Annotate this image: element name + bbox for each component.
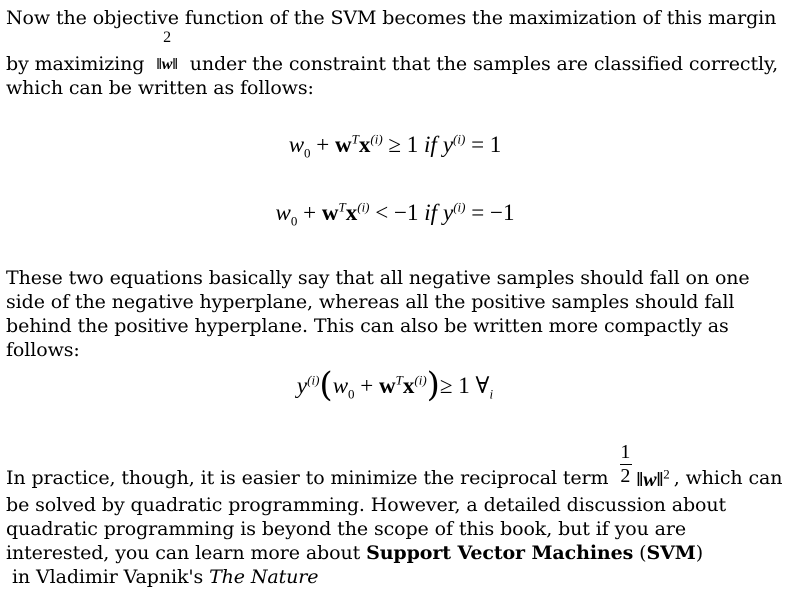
eq2-relation: < −1 xyxy=(369,200,425,225)
constraint-text: under the constraint that the samples are classified correctly, xyxy=(189,53,779,75)
half-norm: ‖w‖ xyxy=(636,469,664,491)
eq1-x: x xyxy=(358,132,371,157)
eq2-rhs: = −1 xyxy=(465,200,515,225)
equation-positive-constraint xyxy=(0,130,790,160)
half-denominator: 2 xyxy=(620,465,631,487)
intro-line-3 xyxy=(6,76,786,100)
eq3-w0: w xyxy=(332,373,349,398)
eq2-y: y xyxy=(443,200,454,225)
final-start-text: In practice, though, it is easier to minimize the reciprocal term xyxy=(6,467,609,489)
eq3-plus: + xyxy=(354,373,380,398)
eq1-w0: w xyxy=(288,132,305,157)
after-bold-text: in Vladimir Vapnik's xyxy=(6,566,204,588)
eq1-y-sup: (i) xyxy=(453,131,466,147)
svm-abbr: SVM xyxy=(646,542,696,564)
middle-paragraph: These two equations basically say that all negative samples should fall on one side of the negative hyperplane, whereas all the positive samples should fall behind the positive hyperplane. This can also be written more compactly as follows: xyxy=(6,267,750,361)
paren-close: ) xyxy=(695,542,704,564)
final-paragraph xyxy=(6,441,786,589)
half-numerator: 1 xyxy=(620,441,631,463)
eq1-if: if xyxy=(424,132,437,157)
intro-line-1 xyxy=(6,6,786,30)
eq3-forall-sub: i xyxy=(489,386,494,402)
book-title: The Nature xyxy=(209,566,319,588)
eq2-x-sup: (i) xyxy=(357,199,370,215)
paren-open: ( xyxy=(633,542,647,564)
svm-bold-term: Support Vector Machines xyxy=(366,542,634,564)
by-maximizing-text: by maximizing xyxy=(6,53,145,75)
fraction-denominator: ‖w‖ xyxy=(156,56,178,73)
eq3-forall: ∀ xyxy=(475,373,490,398)
eq3-relation: ≥ 1 xyxy=(439,373,476,398)
written-as-follows-text: which can be written as follows: xyxy=(6,77,314,99)
eq1-w-sup: T xyxy=(351,131,359,147)
eq2-y-sup: (i) xyxy=(453,199,466,215)
after-term-text: , which can be solved by quadratic programming. However, a detailed discussion about quadratic programming is beyond the scope of this book, but if you are interested, you can learn more about xyxy=(6,467,783,564)
eq1-relation: ≥ 1 xyxy=(382,132,425,157)
eq1-rhs: = 1 xyxy=(465,132,502,157)
eq3-x-sup: (i) xyxy=(414,372,427,388)
intro-line-2 xyxy=(6,29,786,76)
intro-line-1-text: Now the objective function of the SVM becomes the maximization of this margin xyxy=(6,7,777,29)
eq2-w-sup: T xyxy=(338,199,346,215)
eq2-w: w xyxy=(321,200,339,225)
eq1-w: w xyxy=(335,132,352,157)
eq2-plus: + xyxy=(297,200,322,225)
eq1-x-sup: (i) xyxy=(370,131,383,147)
eq1-y: y xyxy=(442,132,454,157)
fraction-numerator: 2 xyxy=(163,29,171,46)
eq3-close-paren: ) xyxy=(426,365,440,405)
eq2-w0-sub: 0 xyxy=(290,213,298,229)
half-norm-term xyxy=(620,441,670,493)
eq1-plus: + xyxy=(310,132,336,157)
eq3-x: x xyxy=(402,373,415,398)
eq3-w-sup: T xyxy=(395,372,403,388)
eq2-if: if xyxy=(424,200,437,225)
eq3-y-sup: (i) xyxy=(307,372,320,388)
eq3-open-paren: ( xyxy=(319,365,333,405)
eq2-x: x xyxy=(345,200,358,225)
eq2-w0: w xyxy=(275,200,291,225)
eq3-w: w xyxy=(379,373,396,398)
eq3-y: y xyxy=(296,373,308,398)
equation-negative-constraint xyxy=(0,198,790,228)
equation-compact-constraint xyxy=(0,365,790,405)
eq3-w0-sub: 0 xyxy=(348,386,355,402)
margin-fraction xyxy=(154,29,179,76)
half-norm-sup: 2 xyxy=(663,466,670,482)
eq1-w0-sub: 0 xyxy=(304,145,311,161)
